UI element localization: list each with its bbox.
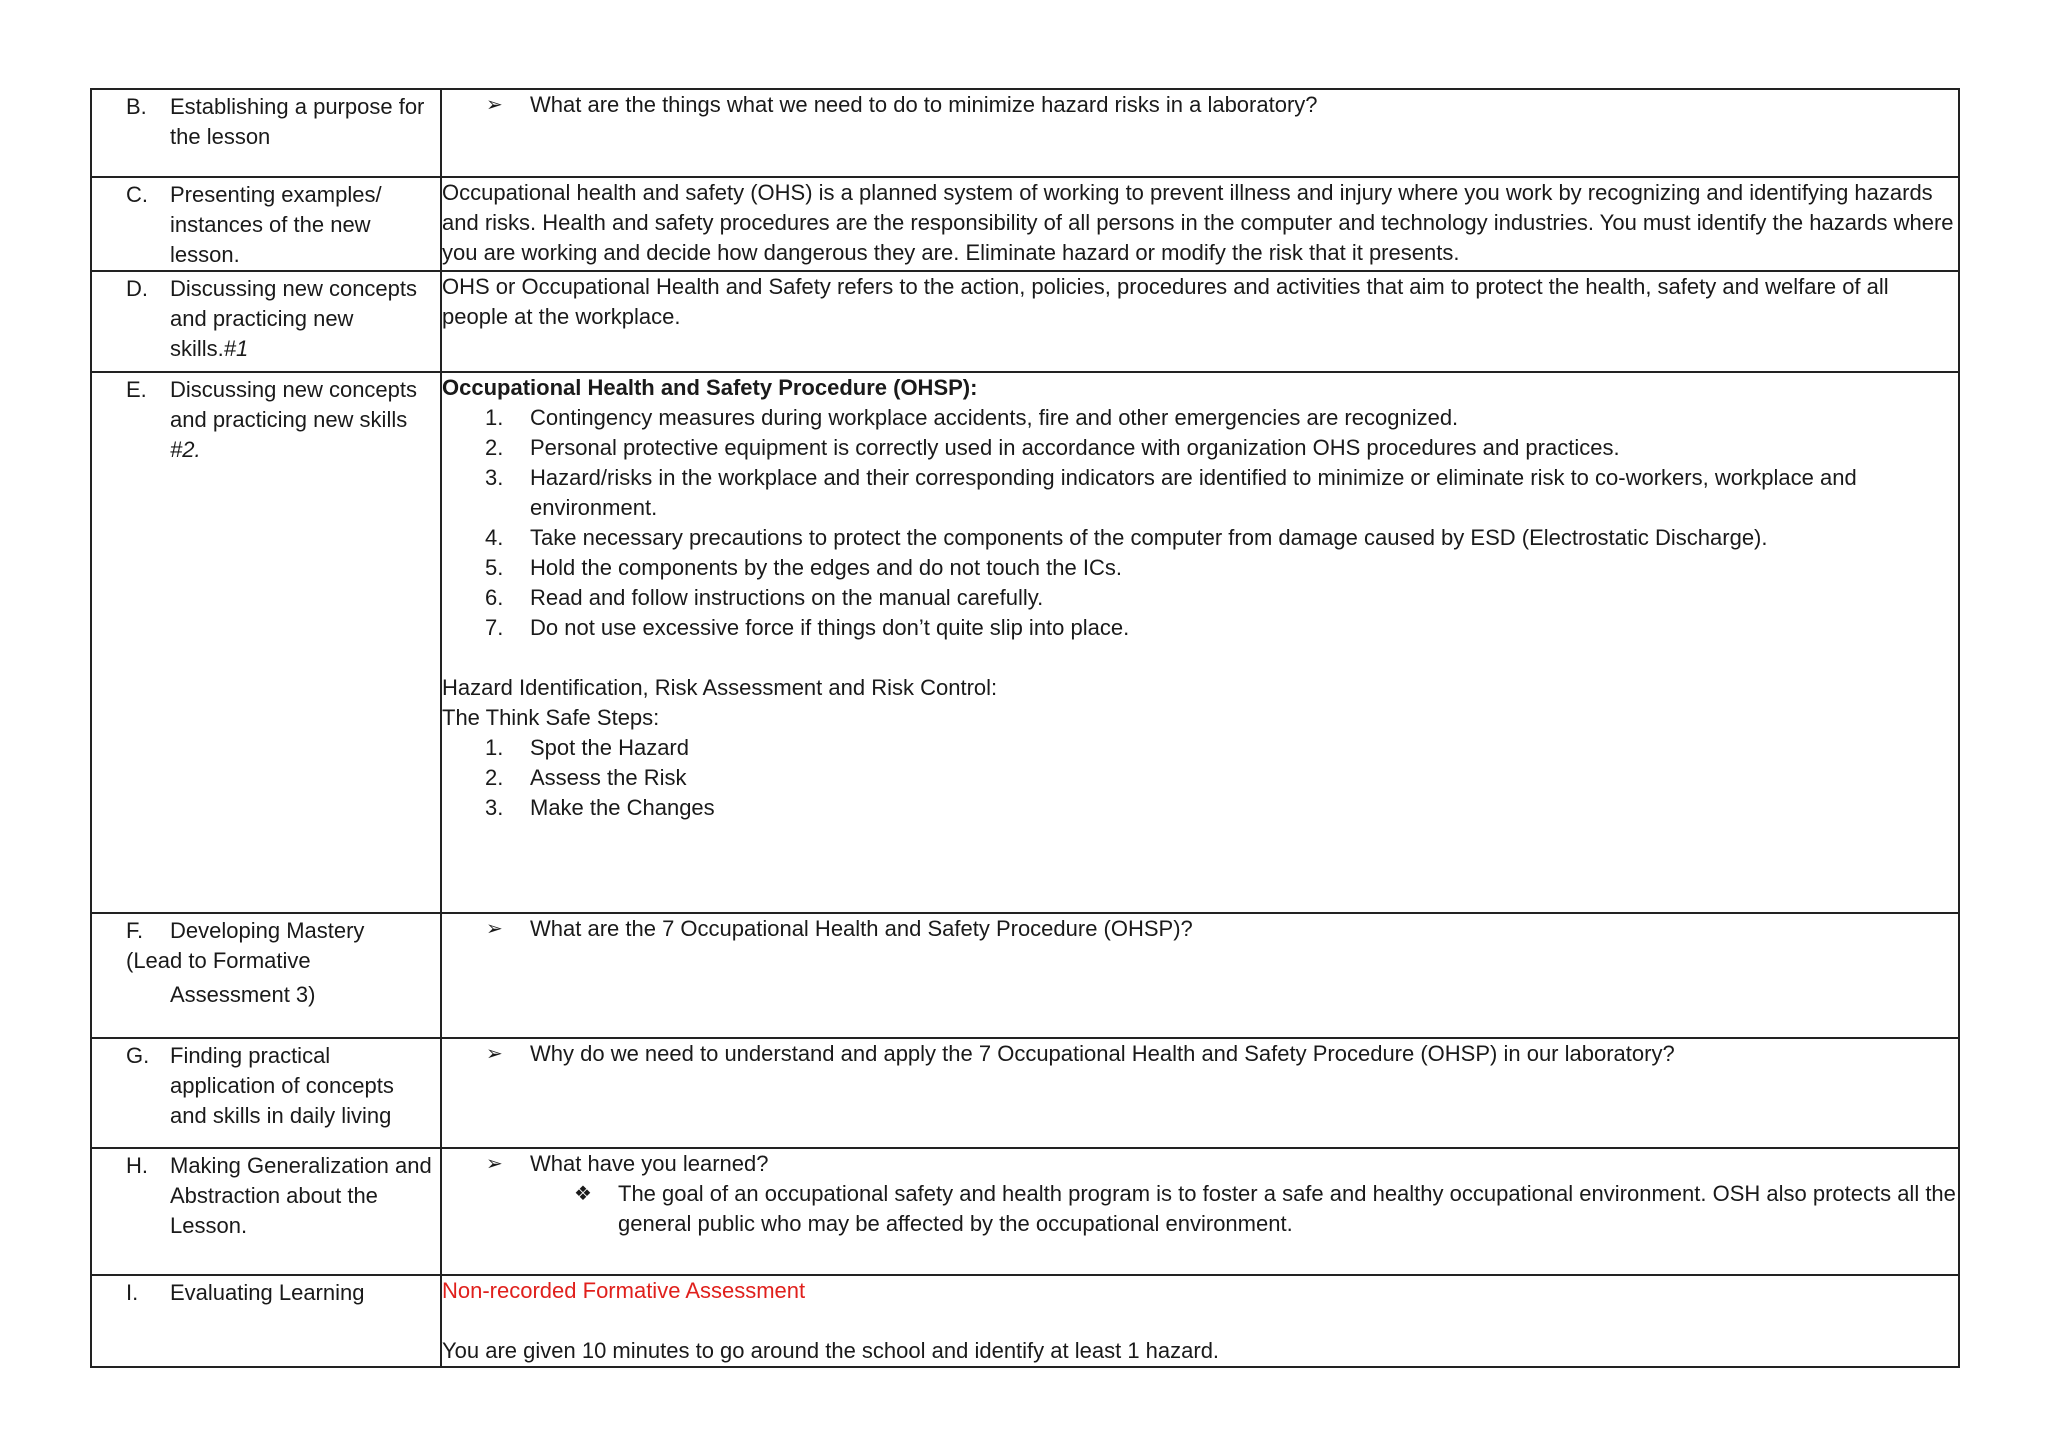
row-label-line3: Assessment 3) [170, 982, 316, 1007]
row-e [91, 372, 1959, 913]
row-label: Discussing new concepts and practicing new skills [170, 377, 418, 432]
row-c [91, 177, 1959, 271]
row-b [91, 89, 1959, 177]
row-label: Discussing new concepts and practicing new skills. [170, 276, 418, 361]
assessment-type: Non-recorded Formative Assessment [442, 1278, 806, 1303]
row-label: Establishing a purpose for the lesson [170, 94, 425, 149]
row-letter: D. [126, 276, 148, 301]
content-cell [441, 177, 1959, 271]
list-item: 1. Spot the Hazard [485, 735, 689, 760]
row-letter: E. [126, 377, 147, 402]
content-cell [441, 1275, 1959, 1367]
row-letter: H. [126, 1153, 148, 1178]
steps-list [442, 733, 1958, 823]
content-cell [441, 1038, 1959, 1148]
question-text: What are the 7 Occupational Health and Safety Procedure (OHSP)? [530, 916, 1193, 941]
arrow-bullet-icon: ➢ [486, 918, 503, 940]
row-label: Making Generalization and Abstraction about the Lesson. [170, 1153, 432, 1238]
row-letter: C. [126, 182, 148, 207]
list-item: 6. Read and follow instructions on the manual carefully. [485, 585, 1044, 610]
row-letter: I. [126, 1280, 139, 1305]
question-text: What are the things what we need to do to minimize hazard risks in a laboratory? [530, 92, 1318, 117]
label-cell [91, 1038, 441, 1148]
list-item: 5. Hold the components by the edges and do not touch the ICs. [485, 555, 1122, 580]
label-cell [91, 89, 441, 177]
content-cell [441, 372, 1959, 913]
row-label-suffix: #2. [170, 437, 201, 462]
content-cell [441, 913, 1959, 1038]
list-item: 3. Make the Changes [485, 795, 715, 820]
procedure-list [442, 403, 1958, 643]
lesson-plan-table [90, 88, 1960, 1368]
arrow-bullet-icon: ➢ [486, 1043, 503, 1065]
list-item: 7. Do not use excessive force if things don’t quite slip into place. [485, 615, 1130, 640]
think-safe-line: The Think Safe Steps: [442, 705, 660, 730]
label-cell [91, 372, 441, 913]
row-i [91, 1275, 1959, 1367]
paragraph: You are given 10 minutes to go around the school and identify at least 1 hazard. [442, 1338, 1220, 1363]
label-cell [91, 913, 441, 1038]
row-h [91, 1148, 1959, 1275]
row-f [91, 913, 1959, 1038]
row-g [91, 1038, 1959, 1148]
row-letter: F. [126, 918, 144, 943]
list-item: 2. Assess the Risk [485, 765, 687, 790]
row-letter: B. [126, 94, 147, 119]
row-letter: G. [126, 1043, 150, 1068]
row-label: Evaluating Learning [170, 1280, 365, 1305]
content-cell [441, 1148, 1959, 1275]
row-label: Finding practical application of concepts and skills in daily living [170, 1043, 394, 1128]
label-cell [91, 271, 441, 372]
row-d [91, 271, 1959, 372]
label-cell [91, 177, 441, 271]
row-label-line2: (Lead to Formative [126, 948, 311, 973]
answer-text: The goal of an occupational safety and health program is to foster a safe and healthy occupational environment. OSH also protects all the general public who may be affected by the occupational environment. [618, 1181, 1956, 1236]
section-heading: Occupational Health and Safety Procedure (OHSP): [442, 375, 978, 400]
question-text: What have you learned? [530, 1151, 769, 1176]
row-label-suffix: #1 [223, 336, 249, 361]
row-label: Developing Mastery [170, 918, 365, 943]
content-cell [441, 271, 1959, 372]
question-text: Why do we need to understand and apply the 7 Occupational Health and Safety Procedure (OHSP) in our laboratory? [530, 1041, 1675, 1066]
hazard-line: Hazard Identification, Risk Assessment and Risk Control: [442, 675, 998, 700]
label-cell [91, 1275, 441, 1367]
arrow-bullet-icon: ➢ [486, 94, 503, 116]
content-cell [441, 89, 1959, 177]
arrow-bullet-icon: ➢ [486, 1153, 503, 1175]
paragraph: OHS or Occupational Health and Safety refers to the action, policies, procedures and activities that aim to protect the health, safety and welfare of all people at the workplace. [442, 274, 1889, 329]
list-item: 1. Contingency measures during workplace accidents, fire and other emergencies are recognized. [485, 405, 1459, 430]
paragraph: Occupational health and safety (OHS) is a planned system of working to prevent illness and injury where you work by recognizing and identifying hazards and risks. Health and safety procedures are the responsibility of all persons in the computer and technology industries. You must identify the hazards where you are working and decide how dangerous they are. Eliminate hazard or modify the risk that it presents. [442, 180, 1954, 265]
list-item: 2. Personal protective equipment is correctly used in accordance with organization OHS procedures and practices. [485, 435, 1620, 460]
label-cell [91, 1148, 441, 1275]
list-item: 4. Take necessary precautions to protect the components of the computer from damage caused by ESD (Electrostatic Discharge). [485, 525, 1768, 550]
diamond-bullet-icon: ❖ [574, 1183, 592, 1205]
list-item: 3. Hazard/risks in the workplace and their corresponding indicators are identified to minimize or eliminate risk to co-workers, workplace and environment. [485, 465, 1857, 520]
row-label: Presenting examples/ instances of the new lesson. [170, 182, 382, 267]
